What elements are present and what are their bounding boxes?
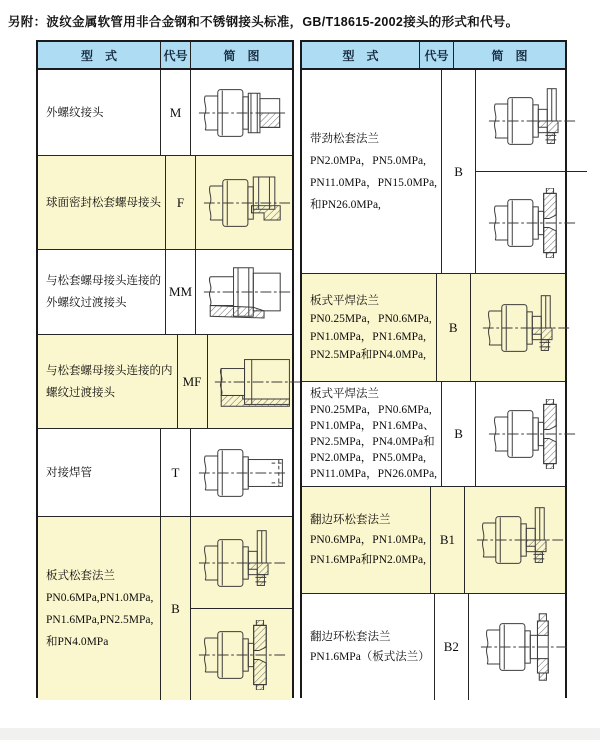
nipple-diagram <box>196 250 297 334</box>
page-title: 另附：波纹金属软管用非合金钢和不锈钢接头标准，GB/T18615-2002接头的形式和代号。 <box>8 15 519 29</box>
table-row <box>38 250 292 335</box>
type-line: 球面密封松套螺母接头 <box>46 196 161 209</box>
table-row <box>38 70 292 156</box>
code-cell: T <box>160 429 190 516</box>
table-row <box>38 335 292 429</box>
type-cell <box>38 429 160 516</box>
table-row <box>302 382 565 487</box>
type-line: 外螺纹过渡接头 <box>46 297 127 309</box>
type-line: PN0.6MPa,PN1.0MPa, <box>46 591 154 604</box>
left-table-header <box>38 42 292 70</box>
code-cell: MM <box>165 250 195 334</box>
column-header-diagram: 简 图 <box>453 42 565 68</box>
lap-flange-diagram <box>469 594 580 700</box>
right-table-header <box>302 42 565 70</box>
butt-weld-pipe-diagram <box>191 429 292 516</box>
diagram-cell <box>195 156 297 249</box>
type-line: 板式松套法兰 <box>46 569 115 582</box>
diagram-cell <box>475 382 587 486</box>
type-line: 与松套螺母接头连接的 <box>46 275 161 287</box>
type-line: PN0.25MPa，PN0.6MPa, <box>310 404 432 416</box>
diagram-cell <box>207 335 309 428</box>
code-cell: B1 <box>430 487 464 593</box>
type-cell <box>302 487 430 593</box>
diagram-cell <box>464 487 576 593</box>
table-row <box>38 517 292 700</box>
column-header-type: 型 式 <box>80 48 117 63</box>
column-header-code: 代号 <box>160 42 190 68</box>
plate-flange-diagram <box>471 274 582 381</box>
type-cell <box>38 70 160 155</box>
type-line: 和PN26.0MPa, <box>310 198 381 211</box>
type-line: 与松套螺母接头连接的内 <box>46 364 173 377</box>
right-fitting-table <box>300 40 567 698</box>
type-cell <box>302 594 434 700</box>
type-cell <box>302 274 436 381</box>
type-line: PN1.0MPa，PN1.6MPa, <box>310 330 426 343</box>
plate-flange-diagram <box>465 487 576 593</box>
type-line: 带劲松套法兰 <box>310 132 379 145</box>
table-row <box>302 70 565 274</box>
male-thread-diagram <box>191 70 292 155</box>
type-line: PN11.0MPa，PN26.0MPa, <box>310 468 438 480</box>
type-cell <box>38 517 160 700</box>
socket-diagram <box>208 335 309 428</box>
type-line: PN0.25MPa，PN0.6MPa, <box>310 312 432 325</box>
table-row <box>38 429 292 517</box>
type-line: 板式平焊法兰 <box>310 388 379 400</box>
code-cell: MF <box>177 335 207 428</box>
code-cell: F <box>165 156 195 249</box>
table-row <box>38 156 292 250</box>
diagram-cell <box>190 70 292 155</box>
diagram-cell <box>470 274 582 381</box>
diagram-cell <box>195 250 297 334</box>
type-cell <box>302 382 441 486</box>
type-line: 螺纹过渡接头 <box>46 386 115 399</box>
type-line: PN0.6MPa，PN1.0MPa, <box>310 534 426 546</box>
plate-flange-diagram <box>191 517 292 608</box>
left-table-body <box>38 70 292 700</box>
code-cell: M <box>160 70 190 155</box>
type-line: 板式平焊法兰 <box>310 294 379 307</box>
type-line: 翻边环松套法兰 <box>310 631 391 643</box>
code-cell: B <box>436 274 470 381</box>
code-cell: B <box>441 70 475 273</box>
type-line: 翻边环松套法兰 <box>310 514 391 526</box>
collar-flange-diagram <box>476 171 587 273</box>
column-header-diagram: 简 图 <box>190 42 292 68</box>
type-line: PN2.0MPa，PN5.0MPa, <box>310 452 426 464</box>
code-cell: B2 <box>434 594 468 700</box>
code-cell: B <box>441 382 475 486</box>
right-table-body <box>302 70 565 700</box>
type-line: PN1.0MPa，PN1.6MPa、 <box>310 420 435 432</box>
type-cell <box>302 70 441 273</box>
type-line: PN1.6MPa（板式法兰） <box>310 651 430 663</box>
plate-flange-diagram <box>476 70 587 171</box>
diagram-cell <box>190 429 292 516</box>
code-cell: B <box>160 517 190 700</box>
type-line: PN1.6MPa和PN2.0MPa, <box>310 554 426 566</box>
table-row <box>302 594 565 700</box>
table-row <box>302 487 565 594</box>
table-row <box>302 274 565 382</box>
left-fitting-table <box>36 40 294 698</box>
type-cell <box>38 156 165 249</box>
type-cell <box>38 335 177 428</box>
type-line: PN1.6MPa,PN2.5MPa, <box>46 613 154 626</box>
type-line: 外螺纹接头 <box>46 106 104 119</box>
type-line: PN11.0MPa，PN15.0MPa, <box>310 176 438 189</box>
type-line: PN2.5MPa，PN4.0MPa和 <box>310 436 435 448</box>
type-line: 和PN4.0MPa <box>46 635 109 648</box>
page-bottom-edge <box>0 728 600 740</box>
type-cell <box>38 250 165 334</box>
collar-flange-diagram <box>476 382 587 486</box>
type-line: PN2.0MPa，PN5.0MPa, <box>310 154 426 167</box>
diagram-cell <box>190 517 292 700</box>
diagram-cell <box>475 70 587 273</box>
type-line: PN2.5MPa和PN4.0MPa, <box>310 348 426 361</box>
collar-flange-diagram <box>191 608 292 700</box>
swivel-nut-diagram <box>196 156 297 249</box>
column-header-type: 型 式 <box>342 48 379 63</box>
diagram-cell <box>468 594 580 700</box>
column-header-code: 代号 <box>419 42 453 68</box>
type-line: 对接焊管 <box>46 466 92 479</box>
